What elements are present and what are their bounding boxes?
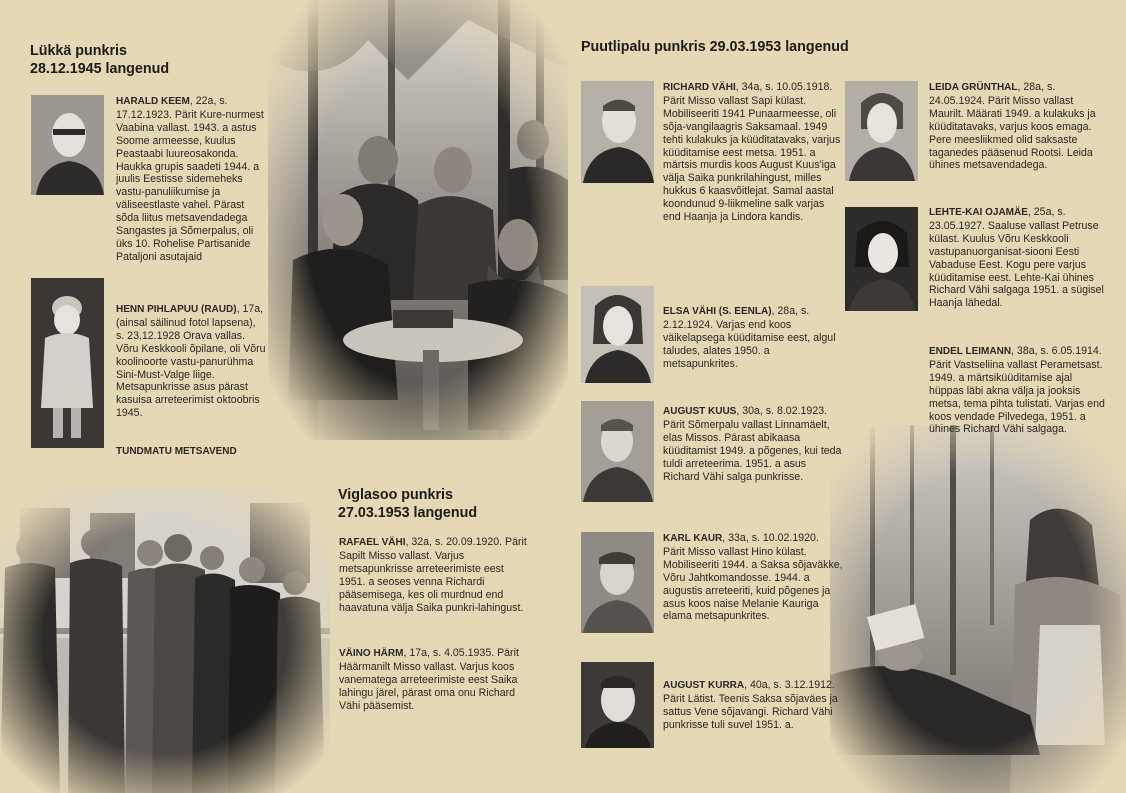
portrait-richard-vahi [581, 81, 654, 183]
portrait-karl-kaur [581, 532, 654, 633]
bio-name: HENN PIHLAPUU (RAUD) [116, 304, 237, 315]
bio-richard-vahi [663, 81, 843, 224]
portrait-august-kurra [581, 662, 654, 748]
bio-name: RAFAEL VÄHI [339, 537, 406, 548]
bio-name: ELSA VÄHI (S. EENLA) [663, 306, 772, 317]
bio-endel-leimann [929, 345, 1109, 436]
bio-text: , 32a, s. 20.09.1920. Pärit Sapilt Misso vallast. Varjus metsapunkrisse arreteerimiste eest 1951. a seoses venna Richardi pääsemisega, kes oli murdnud end haavatuna välja Saika punkri-lahingust. [339, 536, 527, 614]
bio-text: , 17a, (ainsal säilinud fotol lapsena), s. 23.12.1928 Orava vallas. Võru Keskkooli õpilane, oli Võru koolinoorte vastu-panurühma Sini-Must-Valge liige. Metsapunkrisse asus pärast kasuisa arreteerimist oktoobris 1945. [116, 303, 266, 420]
chess-players-forest-photo [268, 0, 568, 440]
bio-name: LEIDA GRÜNTHAL [929, 82, 1018, 93]
portrait-henn-pihlapuu [31, 278, 104, 448]
bio-rafael-vahi [339, 536, 531, 614]
bio-name: HARALD KEEM [116, 96, 190, 107]
bio-text: , 28a, s. 2.12.1924. Varjas end koos väikelapsega küüditamise eest, algul taludes, alates 1950. a metsapunkrites. [663, 305, 836, 370]
bio-august-kuus [663, 405, 843, 483]
portrait-lehte-kai-ojamae [845, 207, 918, 311]
portrait-elsa-vahi [581, 286, 654, 383]
bio-name: VÄINO HÄRM [339, 648, 404, 659]
bio-text: , 33a, s. 10.02.1920. Pärit Misso vallast Hino külast. Mobiliseeriti 1944. a Saksa sõjaväkke, Võru Jahtkomandosse. 1944. a augustis arreteeriti, kuid põgenes ja asus koos naise Melanie Kauriga elama metsapunkrites. [663, 532, 843, 623]
viglasoo-section-title [338, 486, 578, 522]
bio-text: , 38a, s. 6.05.1914. Pärit Vastseliina vallast Perametsast. 1949. a märtsiküüditamise ajal hüppas läbi akna välja ja jooksis metsa, tema pihta tulistati. Varjas end koos vendade Pilvedega, 1951. a ühines Richard Vähi salgaga. [929, 345, 1105, 436]
bio-text: , 40a, s. 3.12.1912. Pärit Lätist. Teenis Saksa sõjaväes ja sattus Vene sõjavangi. Richard Vähi punkrisse tuli suvel 1951. a. [663, 679, 838, 731]
bio-name: KARL KAUR [663, 533, 723, 544]
bio-text: , 25a, s. 23.05.1927. Saaluse vallast Petruse külast. Kuulus Võru Keskkooli vastupanuorganisat-siooni Eesti Vabaduse Eest. Kogu pere varjus küüditamise eest. Lehte-Kai ühines Richard Vähi salgaga 1951. a sügisel Haanja lähedal. [929, 206, 1104, 310]
bio-name: TUNDMATU METSAVEND [116, 446, 237, 457]
viglasoo-title-line2: 27.03.1953 langenud [338, 505, 478, 521]
bio-leida-grunthal [929, 81, 1109, 172]
lukka-section-title [30, 42, 260, 78]
puutlipalu-section-title: Puutlipalu punkris 29.03.1953 langenud [581, 39, 849, 55]
bio-name: AUGUST KUUS [663, 406, 737, 417]
bio-vaino-harm [339, 647, 539, 713]
woman-and-resting-man-photo [830, 425, 1126, 793]
bio-name: ENDEL LEIMANN [929, 346, 1012, 357]
bio-text: , 28a, s. 24.05.1924. Pärit Misso vallast Maurilt. Määrati 1949. a kulakuks ja küüditatavaks, varjus koos emaga. Pere meesliikmed olid saksaste taganedes pääsenud Rootsi. Leida ühines metsavendadega. [929, 81, 1096, 172]
bio-name: RICHARD VÄHI [663, 82, 736, 93]
portrait-august-kuus [581, 401, 654, 502]
bio-text: , 22a, s. 17.12.1923. Pärit Kure-nurmest Vaabina vallast. 1943. a astus Soome armeesse, kuulus Peastaabi luureosakonda. Haukka grupis saadeti 1944. a juulis Eestisse sidemeheks vastu-panuliikumise ja väliseestlaste vahel. Pärast sõda liitus metsavendadega Sangastes ja Sõmerpalus, oli üks 10. Rohelise Partisanide Pataljoni asutajaid [116, 95, 264, 263]
portrait-harald-keem [31, 95, 104, 195]
men-in-uniform-group-photo [0, 488, 330, 793]
bio-text: , 30a, s. 8.02.1923. Pärit Sõmerpalu vallast Linnamäelt, elas Missos. Pärast abikaasa küüditamist 1949. a põgenes, kui teda tuldi arreteerima. 1951. a asus Richard Vähi salga punkrisse. [663, 405, 842, 483]
bio-august-kurra [663, 679, 838, 732]
lukka-title-line2: 28.12.1945 langenud [30, 61, 170, 77]
bio-harald-keem [116, 95, 266, 264]
bio-text: , 17a, s. 4.05.1935. Pärit Häärmanilt Misso vallast. Varjus koos vanematega arreteerimiste eest Saika lahingu järel, pärast oma onu Richard Vähi pääsemist. [339, 647, 519, 712]
bio-text: , 34a, s. 10.05.1918. Pärit Misso vallast Sapi külast. Mobiliseeriti 1941 Punaarmeesse, oli sõja-vangilaagris Saksamaal. 1949 tehti kulakuks ja küüditatavaks, varjus küüditamise eest metsa. 1951. a märtsis murdis koos August Kuus'iga välja Saika punkrilahingust, milles hukkus 6 kaasvõitlejat. Samal aastal koondunud 9-liikmeline salk varjas end Haanja ja Lindora kandis. [663, 81, 841, 224]
bio-karl-kaur [663, 532, 843, 623]
bio-henn-pihlapuu [116, 303, 266, 420]
bio-lehte-kai-ojamae [929, 206, 1109, 310]
viglasoo-title-line1: Viglasoo punkris [338, 487, 453, 503]
bio-name: LEHTE-KAI OJAMÄE [929, 207, 1028, 218]
bio-elsa-vahi [663, 305, 843, 371]
bio-name: AUGUST KURRA [663, 680, 745, 691]
portrait-leida-grunthal [845, 81, 918, 181]
bio-tundmatu-metsavend [116, 445, 276, 459]
lukka-title-line1: Lükkä punkris [30, 43, 127, 59]
